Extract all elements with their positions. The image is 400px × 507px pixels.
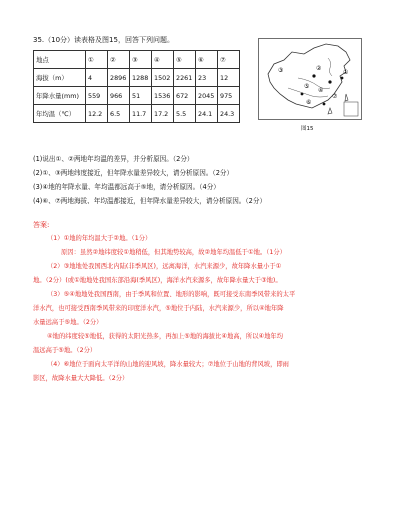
header-cell: ⑦ bbox=[218, 51, 240, 69]
table-cell: 559 bbox=[86, 87, 108, 105]
figure-caption: 图15 bbox=[301, 126, 314, 132]
table-row bbox=[34, 87, 240, 105]
answer-line: （1）①地的年均温大于②地。（1分） bbox=[47, 235, 152, 242]
answer-line: 温远高于⑤地。（2分） bbox=[33, 347, 97, 354]
table-cell: 23 bbox=[196, 69, 218, 87]
question-item: (3)④地的年降水量、年均温都远高于⑤地，请分析原因。（4分） bbox=[33, 183, 220, 191]
table-cell: 2045 bbox=[196, 87, 218, 105]
table-cell: 24.1 bbox=[196, 105, 218, 123]
table-cell: 2896 bbox=[108, 69, 130, 87]
table-row bbox=[34, 69, 240, 87]
table-row bbox=[34, 105, 240, 123]
table-cell: 966 bbox=[108, 87, 130, 105]
table-cell: 12.2 bbox=[86, 105, 108, 123]
city-dot bbox=[323, 103, 326, 106]
table-cell: 672 bbox=[174, 87, 196, 105]
answer-line: 影区，故降水量大大降低。（2分） bbox=[33, 375, 129, 382]
china-map-figure bbox=[258, 38, 362, 120]
question-title: 35.（10分）读表格及图15，回答下列问题。 bbox=[33, 36, 174, 44]
table-cell: 12 bbox=[218, 69, 240, 87]
question-item: (4)⑥、⑦两地海拔、年均温都接近，但年降水量差异较大，请分析原因。（2分） bbox=[33, 197, 267, 205]
row-label: 年降水量(mm) bbox=[34, 87, 86, 105]
table-cell: 975 bbox=[218, 87, 240, 105]
table-header-row bbox=[34, 51, 240, 69]
map-marker: ⑦ bbox=[332, 93, 338, 100]
table-cell: 24.3 bbox=[218, 105, 240, 123]
map-marker: ④ bbox=[318, 87, 324, 94]
table-cell: 1536 bbox=[152, 87, 174, 105]
answer-line: 原因：虽然②地纬度较①地稍低，但其地势较高，故②地年均温低于①地。（1分） bbox=[61, 249, 286, 256]
row-label: 年均温（℃） bbox=[34, 105, 86, 123]
header-cell: ④ bbox=[152, 51, 174, 69]
answer-heading: 答案: bbox=[33, 221, 50, 229]
answer-list bbox=[33, 232, 363, 386]
question-item: (1)说出①、②两地年均温的差异，并分析原因。（2分） bbox=[33, 155, 194, 163]
city-dot bbox=[301, 93, 304, 96]
row-label: 海拔（m） bbox=[34, 69, 86, 87]
header-cell: ① bbox=[86, 51, 108, 69]
city-dot bbox=[312, 74, 315, 77]
data-table bbox=[33, 50, 240, 123]
table-cell: 1502 bbox=[152, 69, 174, 87]
table-cell: 2261 bbox=[174, 69, 196, 87]
answer-line: （3）⑤④地地处我国西南，由于季风和位置、地形的影响，既可接受东南季风带来的太平 bbox=[47, 291, 296, 298]
table-cell: 17.2 bbox=[152, 105, 174, 123]
table-cell: 1288 bbox=[130, 69, 152, 87]
answer-line: ④地的纬度较⑤地低，获得的太阳光热多，再加上⑤地的海拔比④地高，所以④地年均 bbox=[47, 333, 284, 340]
question-list bbox=[33, 152, 363, 208]
header-cell: ⑥ bbox=[196, 51, 218, 69]
answer-line: 水量远高于⑤地。（2分） bbox=[33, 319, 103, 326]
table-cell: 51 bbox=[130, 87, 152, 105]
table-cell: 5.5 bbox=[174, 105, 196, 123]
header-cell: ② bbox=[108, 51, 130, 69]
map-marker: ② bbox=[316, 65, 322, 72]
table-cell: 11.7 bbox=[130, 105, 152, 123]
header-cell: ⑤ bbox=[174, 51, 196, 69]
question-item: (2)①、③两地纬度接近，但年降水量差异较大，请分析原因。（2分） bbox=[33, 169, 234, 177]
city-dot bbox=[328, 80, 331, 83]
map-marker: ③ bbox=[278, 67, 284, 74]
answer-line: 地。（2分）(或①地地处我国东部沿海(季风区)，海洋水汽来源多，故年降水量大于③地)。 bbox=[33, 277, 282, 284]
table-cell: 4 bbox=[86, 69, 108, 87]
answer-line: （4）⑥地位于面向太平洋的山地的迎风坡，降水量较大；⑦地位于山地的背风坡，即雨 bbox=[47, 361, 289, 368]
map-marker: ⑥ bbox=[306, 99, 312, 106]
header-cell: ③ bbox=[130, 51, 152, 69]
map-marker: ① bbox=[343, 69, 349, 76]
table-cell: 6.5 bbox=[108, 105, 130, 123]
map-marker: ⑤ bbox=[304, 83, 310, 90]
city-dot bbox=[341, 77, 344, 80]
answer-line: （2）③地地处我国西北内陆(非季风区)，远离海洋，水汽来源少，故年降水量小于① bbox=[47, 263, 282, 270]
answer-line: 洋水汽，也可接受西南季风带来的印度洋水汽，⑤地位于内陆，水汽来源少，所以④地年降 bbox=[33, 305, 284, 312]
header-cell: 地点 bbox=[34, 51, 86, 69]
